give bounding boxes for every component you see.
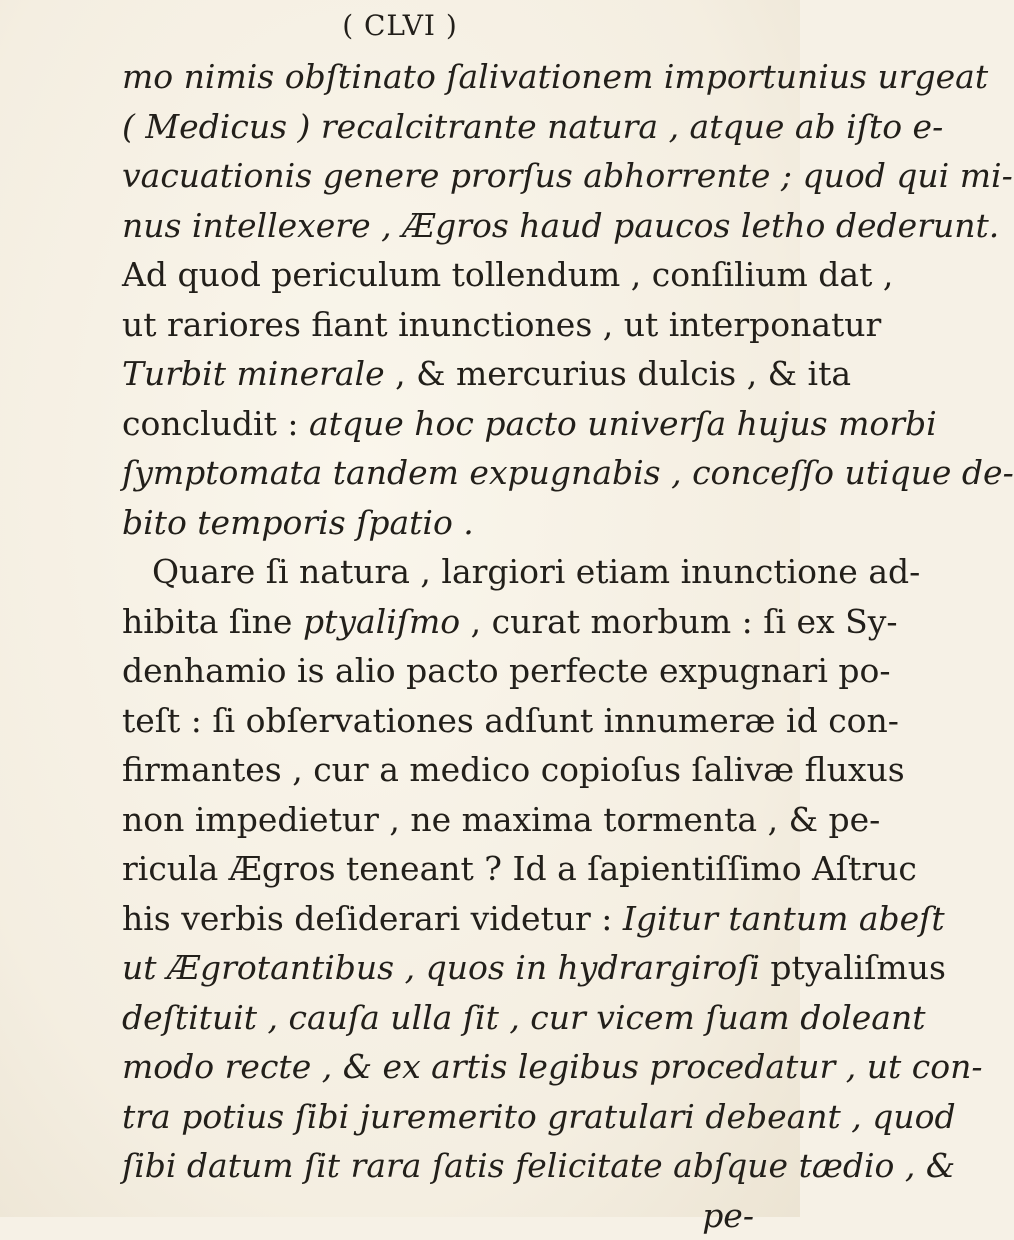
roman-text-segment: hibita ſine — [122, 602, 303, 641]
text-line — [122, 448, 794, 498]
roman-text-segment: firmantes , cur a medico copioſus ſalivæ fluxus — [122, 750, 905, 789]
catchword: pe- — [122, 1191, 794, 1240]
roman-text-segment: ricula Ægros teneant ? Id a ſapientiſſimo Aſtruc — [122, 849, 917, 888]
italic-text-segment: mo nimis obſtinato ſalivationem importunius urgeat — [122, 57, 988, 96]
italic-text-segment: atque hoc pacto univerſa hujus morbi — [309, 404, 937, 443]
text-line — [122, 52, 794, 102]
page-body-text — [122, 52, 794, 1240]
roman-text-segment: Quare ſi natura , largiori etiam inunctione ad- — [152, 552, 920, 591]
italic-text-segment: Turbit minerale — [122, 354, 385, 393]
text-line — [122, 1042, 794, 1092]
text-line — [122, 250, 794, 300]
page-number-header: ( CLVI ) — [0, 8, 800, 44]
roman-text-segment: denhamio is alio pacto perfecte expugnari po- — [122, 651, 891, 690]
text-line — [122, 349, 794, 399]
italic-text-segment: deſtituit , cauſa ulla ſit , cur vicem ſuam doleant — [122, 998, 925, 1037]
roman-text-segment: concludit : — [122, 404, 309, 443]
roman-text-segment: non impedietur , ne maxima tormenta , & pe- — [122, 800, 880, 839]
text-line — [122, 151, 794, 201]
italic-text-segment: ( Medicus ) recalcitrante natura , atque ab iſto e- — [122, 107, 943, 146]
italic-text-segment: ut Ægrotantibus , quos in hydrargiroſi — [122, 948, 770, 987]
text-line — [122, 844, 794, 894]
roman-text-segment: Ad quod periculum tollendum , conſilium dat , — [122, 255, 893, 294]
text-line — [122, 547, 794, 597]
italic-text-segment: bito temporis ſpatio . — [122, 503, 474, 542]
roman-text-segment: ut rariores fiant inunctiones , ut interponatur — [122, 305, 881, 344]
text-line — [122, 1141, 794, 1191]
italic-text-segment: ſymptomata tandem expugnabis , conceſſo utique de- — [122, 453, 1014, 492]
text-line — [122, 1092, 794, 1142]
text-line — [122, 795, 794, 845]
roman-text-segment: ptyaliſmus — [770, 948, 946, 987]
roman-text-segment: , curat morbum : ſi ex Sy- — [460, 602, 897, 641]
italic-text-segment: vacuationis genere prorſus abhorrente ; quod qui mi- — [122, 156, 1013, 195]
text-line — [122, 646, 794, 696]
text-line — [122, 943, 794, 993]
roman-text-segment: teſt : ſi obſervationes adſunt innumeræ id con- — [122, 701, 899, 740]
italic-text-segment: ptyaliſmo — [303, 602, 460, 641]
text-line — [122, 597, 794, 647]
text-line — [122, 894, 794, 944]
italic-text-segment: nus intellexere , Ægros haud paucos letho dederunt. — [122, 206, 999, 245]
roman-text-segment: , & mercurius dulcis , & ita — [385, 354, 851, 393]
text-line — [122, 201, 794, 251]
text-line — [122, 993, 794, 1043]
italic-text-segment: modo recte , & ex artis legibus procedatur , ut con- — [122, 1047, 983, 1086]
text-line — [122, 745, 794, 795]
italic-text-segment: ſibi datum ſit rara ſatis felicitate abſque tædio , & — [122, 1146, 955, 1185]
text-line — [122, 399, 794, 449]
italic-text-segment: tra potius ſibi juremerito gratulari debeant , quod — [122, 1097, 956, 1136]
text-line — [122, 696, 794, 746]
text-line — [122, 498, 794, 548]
roman-text-segment: his verbis deſiderari videtur : — [122, 899, 623, 938]
text-line — [122, 102, 794, 152]
italic-text-segment: Igitur tantum abeſt — [623, 899, 945, 938]
text-line — [122, 300, 794, 350]
